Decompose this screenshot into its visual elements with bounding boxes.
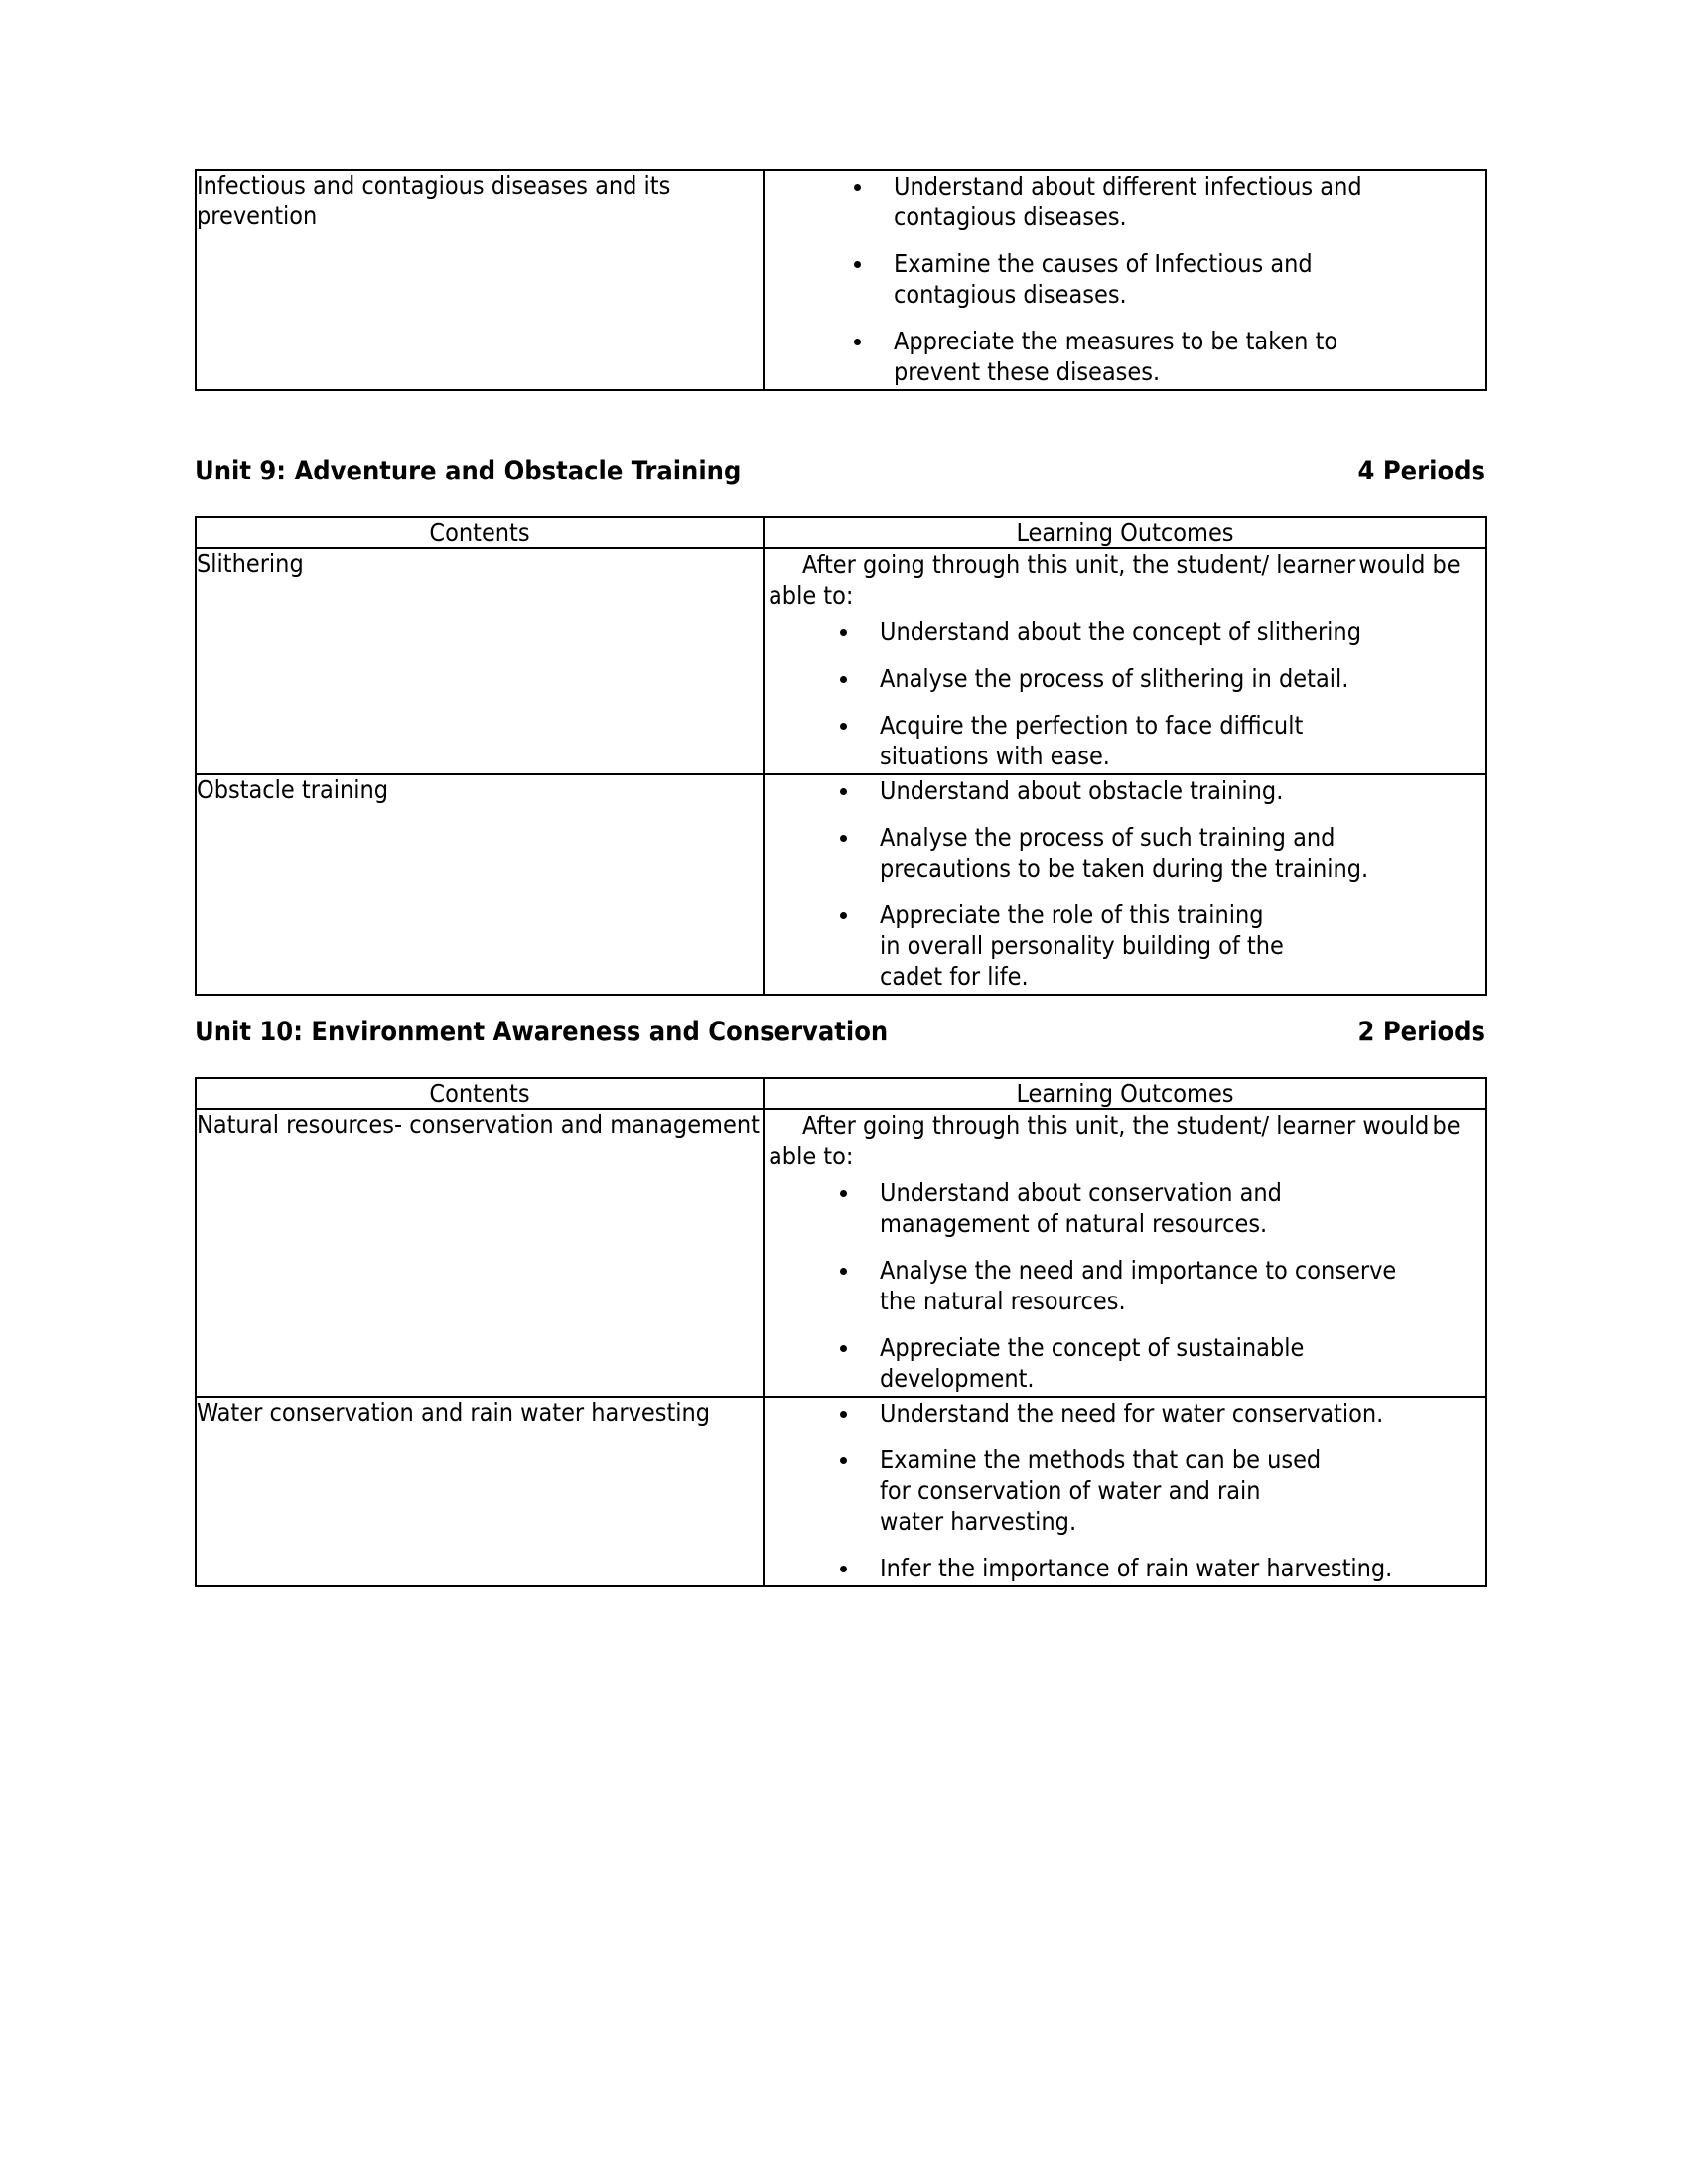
- table-row: [196, 170, 1486, 390]
- bullet-icon: [854, 184, 861, 191]
- list-item-text: [894, 248, 1485, 310]
- column-header-contents: Contents: [196, 1078, 764, 1110]
- outcome-list: [765, 616, 1485, 771]
- content-cell: [196, 170, 764, 390]
- unit9-periods: 4 Periods: [1357, 456, 1485, 486]
- column-header-outcomes: Learning Outcomes: [764, 517, 1486, 549]
- text-line: water harvesting.: [880, 1507, 1077, 1537]
- text-line: Appreciate the role of this training: [880, 900, 1264, 930]
- list-item-text: [880, 822, 1485, 884]
- text-line: Analyse the process of such training and: [880, 823, 1336, 853]
- text-line: in overall personality building of the: [880, 931, 1284, 961]
- outcomes-intro: [765, 549, 1485, 611]
- list-item-text: [880, 1444, 1485, 1537]
- list-item: [765, 1177, 1485, 1239]
- outcome-list: [765, 1177, 1485, 1394]
- table-row: [196, 1397, 1486, 1586]
- text-line: Acquire the perfection to face difficult: [880, 711, 1304, 741]
- list-item-text: [880, 1177, 1485, 1239]
- text-line: Appreciate the measures to be taken to: [894, 327, 1338, 355]
- text-line: Understand the need for water conservation.: [880, 1399, 1384, 1429]
- list-item: [765, 775, 1485, 806]
- bullet-icon: [840, 676, 847, 683]
- list-item: [765, 1398, 1485, 1429]
- list-item-text: [880, 775, 1485, 806]
- outcome-list: [765, 775, 1485, 992]
- list-item-text: [880, 1398, 1485, 1429]
- spacer: [195, 996, 1485, 1018]
- unit10-periods: 2 Periods: [1357, 1017, 1485, 1048]
- outcome-list: [765, 171, 1485, 387]
- text-line: Understand about conservation and: [880, 1178, 1282, 1208]
- list-item-text: [880, 616, 1485, 647]
- outcomes-cell: [764, 170, 1486, 390]
- text-line: Infer the importance of rain water harvesting.: [880, 1554, 1393, 1583]
- bullet-icon: [840, 835, 847, 842]
- bullet-icon: [840, 1457, 847, 1464]
- text-line: management of natural resources.: [880, 1209, 1268, 1239]
- outcomes-cell: [764, 1109, 1486, 1397]
- bullet-icon: [840, 723, 847, 730]
- unit9-title: Unit 9: Adventure and Obstacle Training: [195, 456, 742, 486]
- spacer: [195, 486, 1485, 516]
- text-line: situations with ease.: [880, 742, 1110, 771]
- outcomes-cell: [764, 1397, 1486, 1586]
- bullet-icon: [840, 1190, 847, 1197]
- content-line: prevention: [197, 201, 318, 230]
- list-item: [765, 899, 1485, 992]
- spacer: [195, 1047, 1485, 1077]
- content-line: Natural resources- conservation and: [197, 1110, 604, 1140]
- text-line: Analyse the process of slithering in detail.: [880, 664, 1349, 694]
- bullet-icon: [840, 1411, 847, 1418]
- list-item: [765, 1255, 1485, 1316]
- content-line: Water conservation and rain water harvesting: [197, 1398, 711, 1428]
- text-line: prevent these diseases.: [894, 357, 1161, 386]
- text-line: Examine the causes of Infectious and: [894, 249, 1313, 278]
- list-item-text: [880, 710, 1485, 771]
- text-line: Examine the methods that can be used: [880, 1445, 1322, 1475]
- text-line: for conservation of water and rain: [880, 1476, 1261, 1506]
- list-item: [765, 822, 1485, 884]
- list-item-text: [880, 1255, 1485, 1316]
- text-line: Analyse the need and importance to conserve: [880, 1256, 1397, 1286]
- text-line: would be able to:: [769, 550, 1461, 611]
- text-line: be able to:: [769, 1111, 1461, 1171]
- bullet-icon: [840, 1268, 847, 1275]
- text-line: contagious diseases.: [894, 280, 1127, 309]
- bullet-icon: [840, 788, 847, 795]
- text-line: cadet for life.: [880, 962, 1029, 992]
- text-line: precautions to be taken during the training.: [880, 854, 1369, 884]
- content-line: management: [610, 1110, 760, 1140]
- list-item: [765, 1553, 1485, 1583]
- text-line: contagious diseases.: [894, 203, 1127, 231]
- list-item-text: [880, 1553, 1485, 1583]
- list-item-text: [894, 326, 1485, 387]
- unit10-title: Unit 10: Environment Awareness and Conservation: [195, 1017, 889, 1048]
- content-cell: [196, 1397, 764, 1586]
- content-cell: [196, 774, 764, 995]
- outcomes-cell: [764, 548, 1486, 774]
- content-cell: [196, 1109, 764, 1397]
- text-line: Understand about the concept of slithering: [880, 617, 1361, 647]
- list-item: [765, 710, 1485, 771]
- content-line: Slithering: [197, 549, 304, 579]
- column-header-outcomes: Learning Outcomes: [764, 1078, 1486, 1110]
- list-item-text: [894, 171, 1485, 232]
- text-line: Appreciate the concept of sustainable: [880, 1333, 1305, 1363]
- unit9-heading: [195, 457, 1485, 486]
- list-item: [765, 663, 1485, 694]
- bullet-icon: [840, 629, 847, 636]
- list-item: [765, 248, 1485, 310]
- table-header-row: [196, 517, 1486, 549]
- text-line: the natural resources.: [880, 1287, 1126, 1316]
- spacer: [195, 391, 1485, 457]
- bullet-icon: [854, 261, 861, 268]
- table-row: [196, 548, 1486, 774]
- unit10-table: [195, 1077, 1487, 1588]
- list-item: [765, 326, 1485, 387]
- table-header-row: [196, 1078, 1486, 1110]
- text-line: development.: [880, 1364, 1035, 1394]
- content-line: Infectious and contagious diseases and its: [197, 171, 671, 200]
- table-row: [196, 1109, 1486, 1397]
- content-line: Obstacle training: [197, 775, 389, 805]
- unit9-table: [195, 516, 1487, 997]
- outcome-list: [765, 1398, 1485, 1583]
- page-content: [195, 169, 1485, 1587]
- content-cell: [196, 548, 764, 774]
- list-item-text: [880, 663, 1485, 694]
- bullet-icon: [840, 1566, 847, 1572]
- unit10-heading: [195, 1018, 1485, 1047]
- list-item: [765, 616, 1485, 647]
- outcomes-cell: [764, 774, 1486, 995]
- list-item: [765, 1444, 1485, 1537]
- outcomes-intro: [765, 1110, 1485, 1171]
- text-line: Understand about obstacle training.: [880, 776, 1284, 806]
- bullet-icon: [840, 1345, 847, 1352]
- text-line: After going through this unit, the student/ learner would: [802, 1111, 1430, 1141]
- list-item: [765, 171, 1485, 232]
- list-item-text: [880, 1332, 1485, 1394]
- bullet-icon: [854, 339, 861, 345]
- list-item-text: [880, 899, 1485, 992]
- text-line: Understand about different infectious and: [894, 172, 1362, 201]
- text-line: After going through this unit, the student/ learner: [802, 550, 1356, 580]
- bullet-icon: [840, 912, 847, 919]
- column-header-contents: Contents: [196, 517, 764, 549]
- table-row: [196, 774, 1486, 995]
- list-item: [765, 1332, 1485, 1394]
- table-continued: [195, 169, 1487, 391]
